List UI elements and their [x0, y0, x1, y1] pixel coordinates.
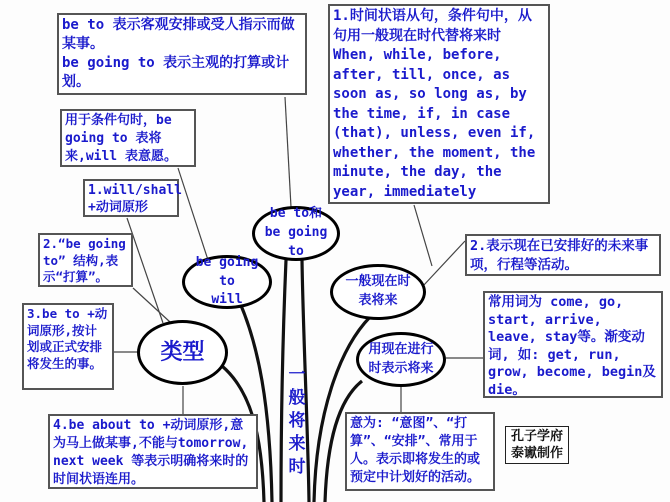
node-present-continuous-for-future: [356, 332, 446, 387]
note-text: 常用词为 come, go, start, arrive, leave, stay等。渐变动词, 如: get, run, grow, become, begin及die。: [488, 294, 656, 398]
note-meaning: [345, 412, 495, 491]
note-text: 意为: “意图”、“打算”、“安排”、常用于人。表示即将发生的或预定中计划好的活动。: [350, 416, 481, 485]
note-time-clause-rule: [328, 4, 550, 204]
note-text: +动词原形: [88, 200, 148, 215]
note-text: 用于条件句时，be going to 表将来,will 表意愿。: [65, 113, 177, 164]
node-present-simple-for-future: [330, 264, 426, 320]
note-conditional-clause: [60, 109, 196, 167]
trunk-label: 一般将来时: [288, 365, 306, 477]
node-label: 一般现在时: [345, 274, 411, 290]
note-text: 1.时间状语从句，条件句中，从句用一般现在时代替将来时: [333, 8, 532, 44]
node-label: be going to: [264, 225, 328, 259]
note-text: 1.will/shall: [88, 183, 182, 198]
node-label: be to和: [269, 206, 323, 222]
note-common-verbs: [483, 291, 663, 398]
note-text: 4.be about to +动词原形,意为马上做某事,不能与tomorrow, next week 等表示明确将来时的时间状语连用。: [53, 418, 249, 487]
note-text: be to 表示客观安排或受人指示而做某事。: [62, 17, 295, 52]
node-label: 时表示将来: [368, 360, 434, 376]
node-label: will: [211, 292, 243, 308]
credit-stamp: [505, 426, 569, 464]
note-text: be going to 表示主观的打算或计划。: [62, 55, 290, 90]
node-label: 用现在进行: [368, 341, 434, 357]
credit-line: 泰谳制作: [510, 446, 563, 461]
note-be-going-to-structure: [38, 233, 133, 287]
note-text: When, while, before, after, till, once, as soon as, so long as, by the time, if, in case (that), unless, even if, whether, the moment, the minute, the day, the year, immediately: [333, 47, 536, 200]
credit-line: 孔子学府: [510, 429, 563, 444]
note-be-to-form: [22, 303, 114, 390]
node-label: 表将来: [358, 293, 398, 308]
node-type: [137, 320, 228, 385]
note-text: 2.表示现在已安排好的未来事项，行程等活动。: [470, 238, 649, 273]
node-label: 类型: [160, 339, 205, 365]
node-label: be going to: [195, 254, 259, 289]
node-be-going-to-will: [182, 255, 272, 309]
note-text: 2.“be going to” 结构,表示“打算”。: [43, 236, 126, 284]
note-text: 3.be to +动词原形,按计划或正式安排将发生的事。: [27, 306, 108, 371]
note-will-shall: [83, 179, 182, 217]
note-be-about-to: [48, 414, 258, 489]
note-be-to-usage: [57, 13, 307, 95]
note-arranged-future: [465, 234, 661, 276]
